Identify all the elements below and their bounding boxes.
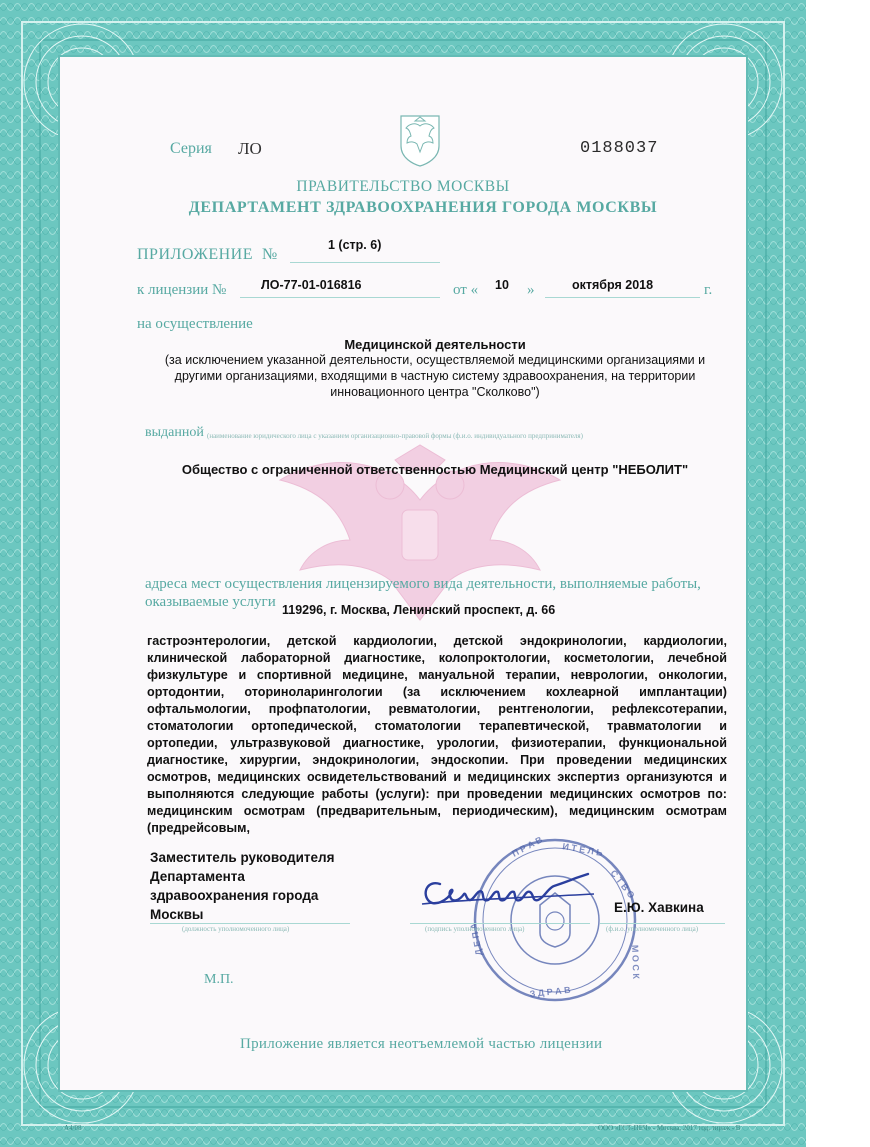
appendix-label: ПРИЛОЖЕНИЕ (137, 246, 254, 263)
appendix-number-underline (290, 262, 440, 263)
signatory-position-line1: Заместитель руководителя (150, 850, 335, 865)
svg-text:П Р А В: П Р А В (510, 834, 545, 859)
svg-text:С Т В О: С Т В О (608, 868, 637, 901)
activity-description: (за исключением указанной деятельности, осуществляемой медицинскими организациями и другими организациями, входящими в частную систему здравоохранения, на территории инновационного центра "Сколково") (164, 353, 706, 399)
signatory-position (150, 848, 334, 924)
svg-text:З Д Р А В: З Д Р А В (529, 984, 572, 999)
svg-text:М О С К: М О С К (630, 944, 642, 980)
signatory-position-line3: здравоохранения города (150, 888, 319, 903)
organization-name: Общество с ограниченной ответственностью Медицинский центр "НЕБОЛИТ" (181, 462, 689, 477)
year-suffix: г. (704, 282, 713, 298)
license-number: ЛО-77-01-016816 (261, 278, 362, 292)
position-caption: (должность уполномоченного лица) (182, 925, 290, 933)
appendix-number-sign: № (262, 246, 278, 263)
signature-underline (410, 923, 590, 924)
department-title: ДЕПАРТАМЕНТ ЗДРАВООХРАНЕНИЯ ГОРОДА МОСКВЫ (188, 199, 658, 216)
license-month-year: октября 2018 (572, 278, 654, 292)
license-date-underline (545, 297, 700, 298)
signatory-position-line4: Москвы (150, 907, 204, 922)
form-serial-number: 0188037 (580, 139, 659, 158)
series-label: Серия (170, 140, 212, 157)
print-code: А4/08 (64, 1124, 82, 1132)
issued-label: выданной (145, 425, 204, 440)
activity-address: 119296, г. Москва, Ленинский проспект, д. 66 (282, 603, 556, 617)
signatory-name: Е.Ю. Хавкина (614, 900, 704, 915)
address-label-line2: оказываемые услуги (145, 594, 276, 610)
appendix-footer-note: Приложение является неотъемлемой частью лицензии (240, 1036, 603, 1052)
issued-caption: (наименование юридического лица с указанием организационно-правовой формы (ф.и.о. индивидуального предпринимателя) (207, 432, 583, 440)
signature-caption: (подпись уполномоченного лица) (425, 925, 525, 933)
date-close-quote: » (527, 282, 535, 298)
stamp-place-label: М.П. (204, 972, 234, 987)
official-stamp-icon (470, 835, 640, 1005)
activity-label: на осуществление (137, 316, 253, 332)
address-label-line1: адреса мест осуществления лицензируемого вида деятельности, выполняемые работы, (145, 576, 701, 592)
appendix-number: 1 (стр. 6) (328, 238, 382, 252)
coat-of-arms-icon (397, 112, 443, 168)
license-label: к лицензии № (137, 282, 227, 298)
series-value: ЛО (238, 139, 262, 158)
printer-info: ООО «ГСТ-ПЕЧ» - Москва, 2017 год, тираж - В (598, 1124, 741, 1132)
position-underline (150, 923, 350, 924)
license-number-underline (240, 297, 440, 298)
government-title: ПРАВИТЕЛЬСТВО МОСКВЫ (296, 178, 510, 195)
license-day: 10 (495, 278, 509, 292)
activity-title: Медицинской деятельности (344, 337, 526, 352)
svg-text:И Т Е Л Ь: И Т Е Л Ь (561, 841, 604, 859)
name-caption: (ф.и.о. уполномоченного лица) (606, 925, 699, 933)
svg-text:Д Е П А: Д Е П А (468, 922, 484, 957)
date-from-label: от « (453, 282, 479, 298)
name-underline (600, 923, 725, 924)
handwritten-signature-icon (418, 870, 598, 920)
services-text: гастроэнтерологии, детской кардиологии, детской эндокринологии, кардиологии, клинической лабораторной диагностике, колопроктологии, косметологии, лечебной физкультуре и спортивной медицине, мануальной терапии, неврологии, онкологии, ортодонтии, оториноларингологии (за исключением кохлеарной имплантации) офтальмологии, профпатологии, ревматологии, рентгенологии, рефлексотерапии, стоматологии ортопедической, стоматологии терапевтической, травматологии и ортопедии, ультразвуковой диагностике, урологии, физиотерапии, функциональной диагностике, хирургии, эндокринологии, эндоскопии. При проведении медицинских осмотров, медицинских освидетельствований и медицинских экспертиз организуются и выполняются следующие работы (услуги): при проведении медицинских осмотров по: медицинским осмотрам (предварительным, периодическим), медицинским осмотрам (предрейсовым, (147, 634, 727, 835)
signatory-position-line2: Департамента (150, 869, 245, 884)
